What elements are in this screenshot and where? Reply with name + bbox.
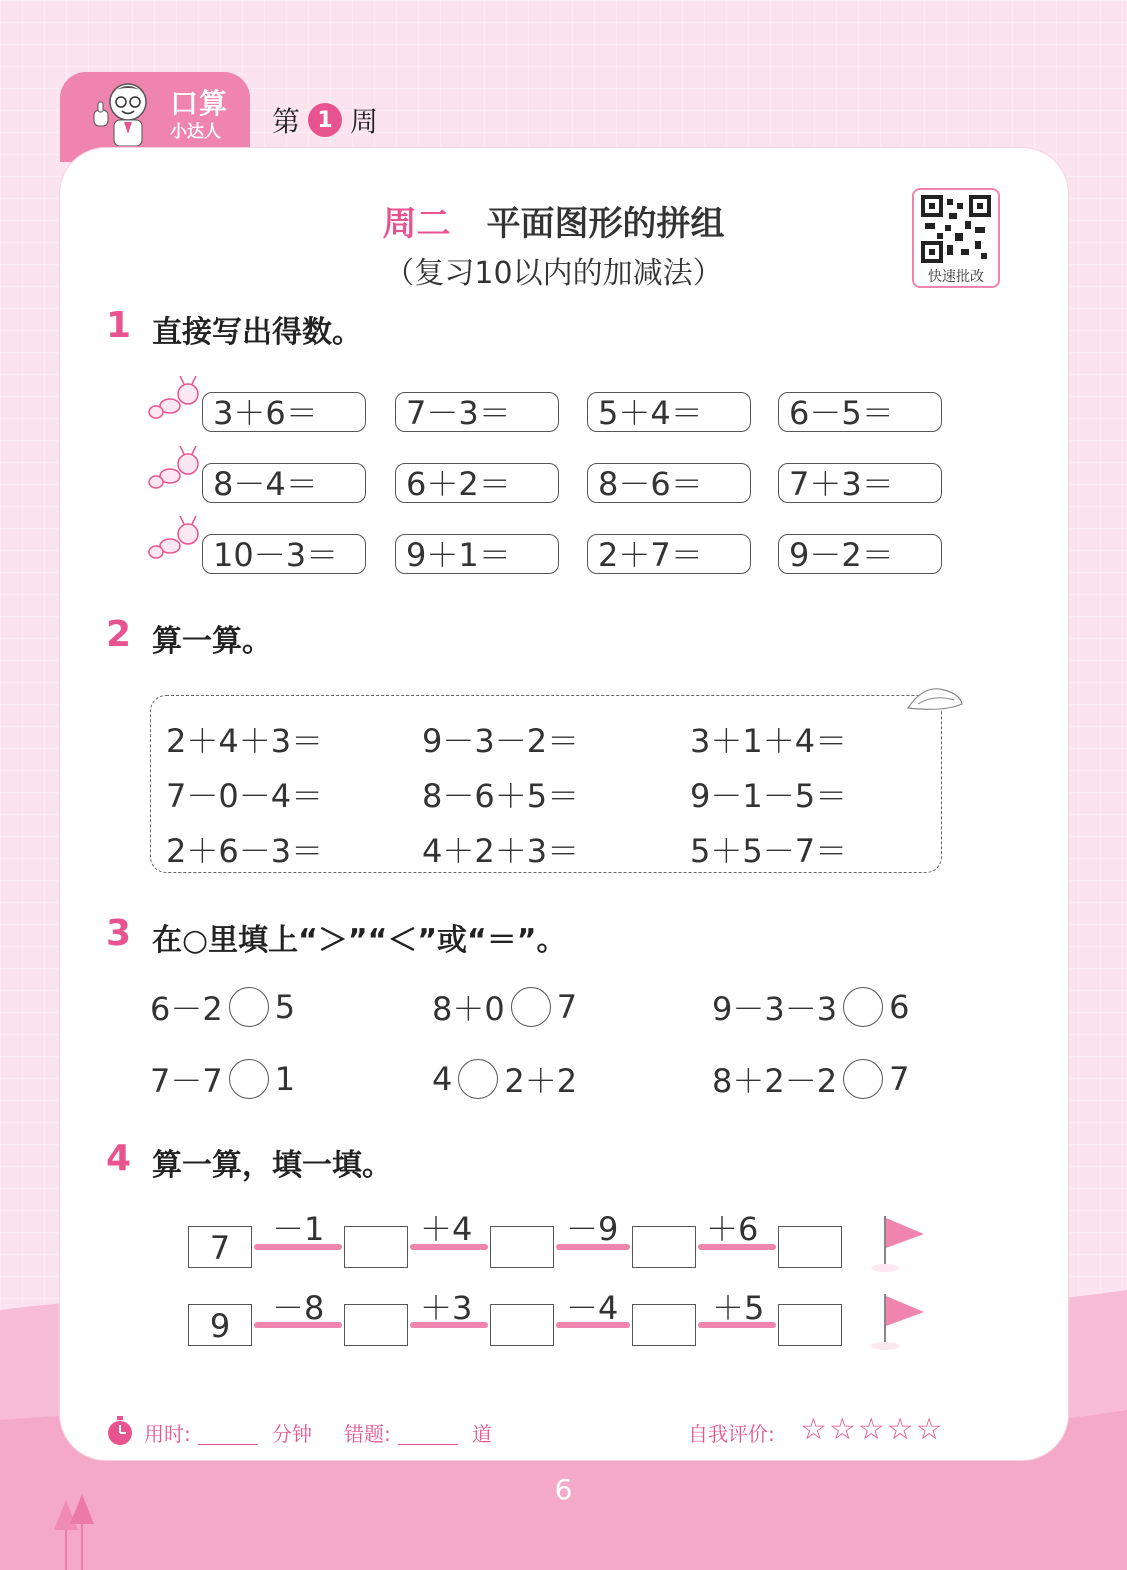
equation-box[interactable]: 9＋1＝ — [395, 534, 559, 574]
comparison — [712, 1056, 909, 1102]
operation-label: ＋3 — [420, 1289, 473, 1327]
comparison-left: 6－2 — [150, 990, 223, 1028]
expression: 5＋5－7＝ — [690, 832, 848, 870]
answer-box[interactable] — [632, 1304, 696, 1346]
equation-box[interactable]: 6－5＝ — [778, 392, 942, 432]
flag-icon — [868, 1290, 930, 1352]
expression: 8－6＋5＝ — [422, 777, 580, 815]
operation-label: －8 — [272, 1289, 325, 1327]
week-indicator — [272, 100, 378, 140]
answer-box[interactable] — [632, 1226, 696, 1268]
rating-stars[interactable]: ☆☆☆☆☆ — [800, 1412, 945, 1447]
equation-box[interactable]: 7＋3＝ — [778, 463, 942, 503]
errors-unit: 道 — [472, 1422, 492, 1446]
comparison — [432, 984, 577, 1030]
title-day: 周二 — [382, 204, 451, 244]
ant-icon — [148, 446, 208, 496]
flag-icon — [868, 1212, 930, 1274]
expression: 4＋2＋3＝ — [422, 832, 580, 870]
comparison — [150, 984, 295, 1030]
time-blank[interactable] — [198, 1444, 258, 1445]
section-1-title: 直接写出得数。 — [152, 315, 362, 350]
equation-box[interactable]: 9－2＝ — [778, 534, 942, 574]
section-2-title: 算一算。 — [152, 624, 272, 659]
section-4-title: 算一算，填一填。 — [152, 1148, 392, 1183]
expression: 3＋1＋4＝ — [690, 722, 848, 760]
equation-box[interactable]: 3＋6＝ — [202, 392, 366, 432]
start-number-box: 9 — [188, 1304, 252, 1346]
comparison-left: 4 — [432, 1060, 453, 1098]
comparison-right: 1 — [274, 1060, 296, 1098]
equation-box[interactable]: 7－3＝ — [395, 392, 559, 432]
ant-icon — [148, 376, 208, 426]
equation-box[interactable]: 8－4＝ — [202, 463, 366, 503]
equation-box[interactable]: 10－3＝ — [202, 534, 366, 574]
expression: 9－3－2＝ — [422, 722, 580, 760]
comparison-left: 9－3－3 — [712, 990, 838, 1028]
time-unit: 分钟 — [272, 1422, 312, 1446]
badge-subtitle: 小达人 — [170, 122, 221, 142]
answer-circle[interactable] — [229, 987, 269, 1027]
mascot-icon — [84, 76, 164, 146]
operation-label: －1 — [272, 1210, 325, 1248]
page-subtitle: （复习10以内的加减法） — [384, 256, 723, 291]
expression: 9－1－5＝ — [690, 777, 848, 815]
leaf-decoration-icon — [904, 682, 966, 714]
answer-box[interactable] — [344, 1226, 408, 1268]
expression: 2＋4＋3＝ — [166, 722, 324, 760]
expression: 7－0－4＝ — [166, 777, 324, 815]
answer-box[interactable] — [778, 1304, 842, 1346]
equation-box[interactable]: 5＋4＝ — [587, 392, 751, 432]
answer-box[interactable] — [344, 1304, 408, 1346]
section-1-number: 1 — [106, 305, 132, 346]
operation-label: ＋6 — [706, 1210, 759, 1248]
operation-label: ＋5 — [712, 1289, 765, 1327]
answer-box[interactable] — [490, 1304, 554, 1346]
week-number-badge: 1 — [308, 103, 342, 137]
comparison-right: 2＋2 — [504, 1062, 578, 1100]
answer-circle[interactable] — [511, 987, 551, 1027]
comparison-right: 7 — [889, 1060, 910, 1098]
section-2-number: 2 — [106, 614, 132, 655]
badge-title: 口算 — [170, 87, 229, 120]
section-3-number: 3 — [106, 913, 132, 954]
week-suffix: 周 — [350, 105, 379, 138]
answer-box[interactable] — [490, 1226, 554, 1268]
qr-code-icon — [921, 195, 991, 263]
ant-icon — [148, 516, 208, 566]
equation-box[interactable]: 6＋2＝ — [395, 463, 559, 503]
page-number: 6 — [554, 1473, 573, 1506]
operation-label: －9 — [566, 1210, 619, 1248]
answer-circle[interactable] — [229, 1059, 269, 1099]
operation-label: ＋4 — [420, 1210, 473, 1248]
comparison-left: 8＋0 — [432, 990, 505, 1028]
errors-label: 错题: — [344, 1422, 391, 1446]
comparison-right: 6 — [889, 988, 910, 1026]
qr-label: 快速批改 — [928, 269, 984, 285]
week-prefix: 第 — [272, 105, 301, 138]
comparison — [150, 1056, 295, 1102]
comparison-left: 8＋2－2 — [712, 1062, 838, 1100]
answer-circle[interactable] — [458, 1059, 498, 1099]
stopwatch-icon — [106, 1416, 134, 1446]
comparison-left: 7－7 — [150, 1062, 223, 1100]
answer-box[interactable] — [778, 1226, 842, 1268]
comparison — [712, 984, 909, 1030]
comparison-right: 5 — [274, 988, 296, 1026]
comparison — [432, 1056, 577, 1102]
errors-blank[interactable] — [398, 1444, 458, 1445]
start-number-box: 7 — [188, 1226, 252, 1268]
answer-circle[interactable] — [843, 987, 883, 1027]
operation-label: －4 — [566, 1289, 619, 1327]
expression: 2＋6－3＝ — [166, 832, 324, 870]
section-3-title: 在○里填上“＞”“＜”或“＝”。 — [152, 923, 567, 958]
comparison-right: 7 — [556, 988, 578, 1026]
equation-box[interactable]: 8－6＝ — [587, 463, 751, 503]
self-eval-label: 自我评价: — [688, 1422, 775, 1446]
title-topic: 平面图形的拼组 — [486, 204, 725, 244]
equation-box[interactable]: 2＋7＝ — [587, 534, 751, 574]
answer-circle[interactable] — [843, 1059, 883, 1099]
section-4-number: 4 — [106, 1138, 132, 1179]
time-label: 用时: — [144, 1422, 191, 1446]
